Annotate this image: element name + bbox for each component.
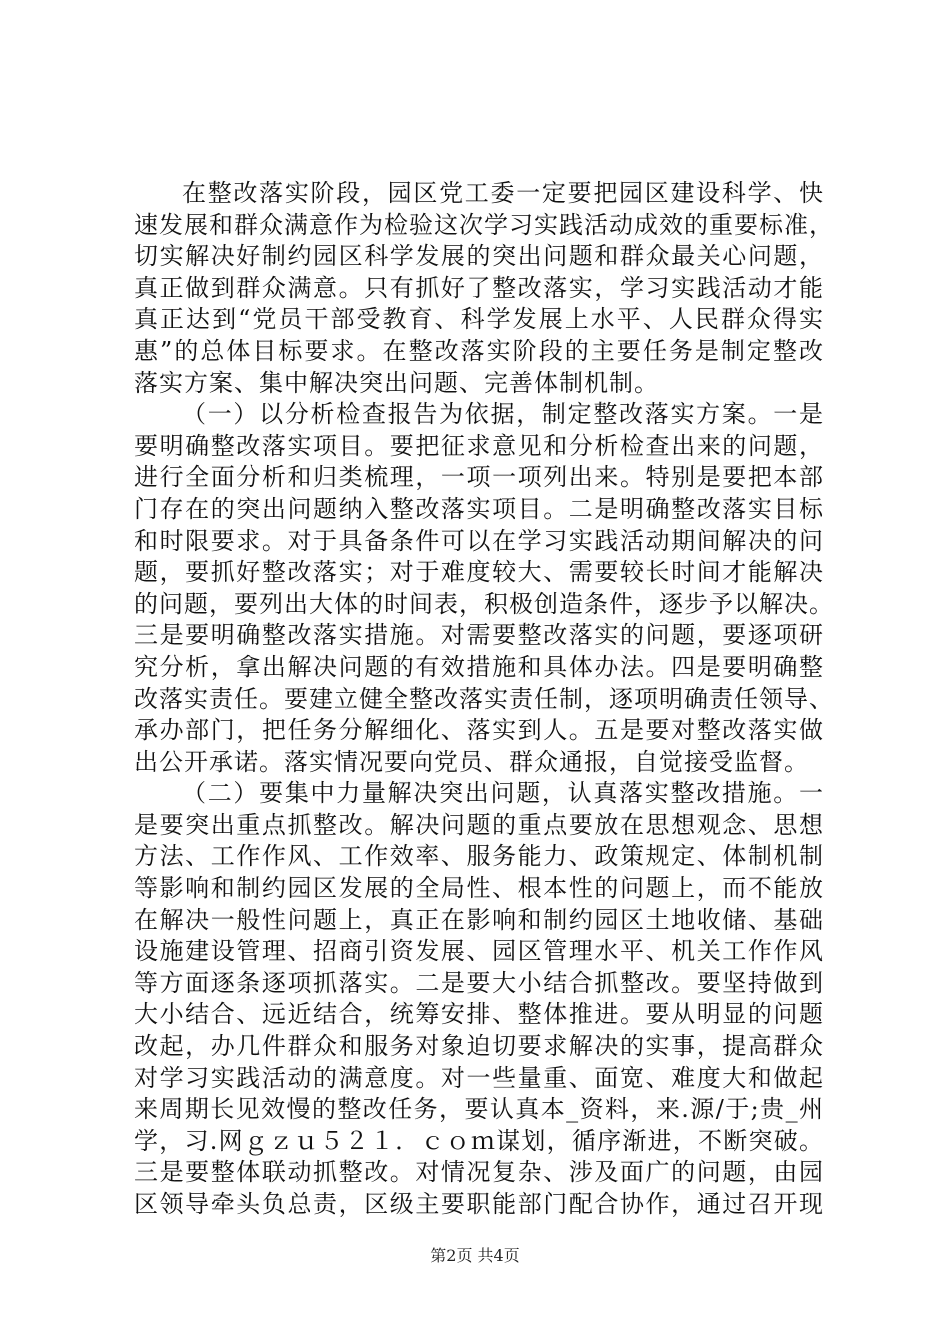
text-line: 三是要明确整改落实措施。对需要整改落实的问题，要逐项研 (134, 621, 824, 650)
text-line: 的问题，要列出大体的时间表，积极创造条件，逐步予以解决。 (134, 589, 834, 618)
text-line: 是要突出重点抓整改。解决问题的重点要放在思想观念、思想 (134, 810, 824, 839)
text-line: 方法、工作作风、工作效率、服务能力、政策规定、体制机制 (134, 842, 824, 871)
text-line: 大小结合、远近结合，统筹安排、整体推进。要从明显的问题 (134, 1000, 824, 1029)
text-line: 设施建设管理、招商引资发展、园区管理水平、机关工作作风 (134, 937, 824, 966)
text-line: 承办部门，把任务分解细化、落实到人。五是要对整改落实做 (134, 716, 824, 745)
text-line: 门存在的突出问题纳入整改落实项目。二是明确整改落实目标 (134, 494, 824, 523)
text-line: 惠”的总体目标要求。在整改落实阶段的主要任务是制定整改 (134, 336, 824, 365)
text-line: 改起，办几件群众和服务对象迫切要求解决的实事，提高群众 (134, 1032, 824, 1061)
text-line: （二）要集中力量解决突出问题，认真落实整改措施。一 (182, 779, 824, 808)
text-line: 真正达到“党员干部受教育、科学发展上水平、人民群众得实 (134, 305, 824, 334)
text-line: 真正做到群众满意。只有抓好了整改落实，学习实践活动才能 (134, 273, 824, 302)
page-footer: 第2页 共4页 (430, 1246, 520, 1265)
text-line: 出公开承诺。落实情况要向党员、群众通报，自觉接受监督。 (134, 747, 809, 776)
text-line: 究分析，拿出解决问题的有效措施和具体办法。四是要明确整 (134, 652, 824, 681)
text-line: 速发展和群众满意作为检验这次学习实践活动成效的重要标准， (134, 210, 834, 239)
text-line: 三是要整体联动抓整改。对情况复杂、涉及面广的问题，由园 (134, 1158, 824, 1187)
text-line: 在解决一般性问题上，真正在影响和制约园区土地收储、基础 (134, 905, 824, 934)
text-line: 等方面逐条逐项抓落实。二是要大小结合抓整改。要坚持做到 (134, 968, 824, 997)
text-line: 切实解决好制约园区科学发展的突出问题和群众最关心问题， (134, 242, 824, 271)
body-text (134, 178, 834, 1221)
text-line: 区领导牵头负总责，区级主要职能部门配合协作，通过召开现 (134, 1190, 824, 1218)
text-line: 学，习.网ｇｚｕ５２１．ｃｏｍ谋划，循序渐进，不断突破。 (134, 1126, 824, 1155)
text-line: 进行全面分析和归类梳理，一项一项列出来。特别是要把本部 (134, 463, 824, 492)
text-line: 落实方案、集中解决突出问题、完善体制机制。 (134, 368, 659, 397)
text-line: 要明确整改落实项目。要把征求意见和分析检查出来的问题， (134, 431, 824, 460)
text-line: 来周期长见效慢的整改任务，要认真本_资料，来.源/于;贵_州 (134, 1095, 824, 1124)
text-line: 题，要抓好整改落实；对于难度较大、需要较长时间才能解决 (134, 558, 824, 587)
text-line: 和时限要求。对于具备条件可以在学习实践活动期间解决的问 (134, 526, 824, 555)
text-line: 对学习实践活动的满意度。对一些量重、面宽、难度大和做起 (134, 1063, 824, 1092)
text-line: 改落实责任。要建立健全整改落实责任制，逐项明确责任领导、 (134, 684, 834, 713)
text-line: 等影响和制约园区发展的全局性、根本性的问题上，而不能放 (134, 874, 824, 903)
text-line: 在整改落实阶段，园区党工委一定要把园区建设科学、快 (182, 179, 824, 207)
text-line: （一）以分析检查报告为依据，制定整改落实方案。一是 (182, 400, 824, 429)
